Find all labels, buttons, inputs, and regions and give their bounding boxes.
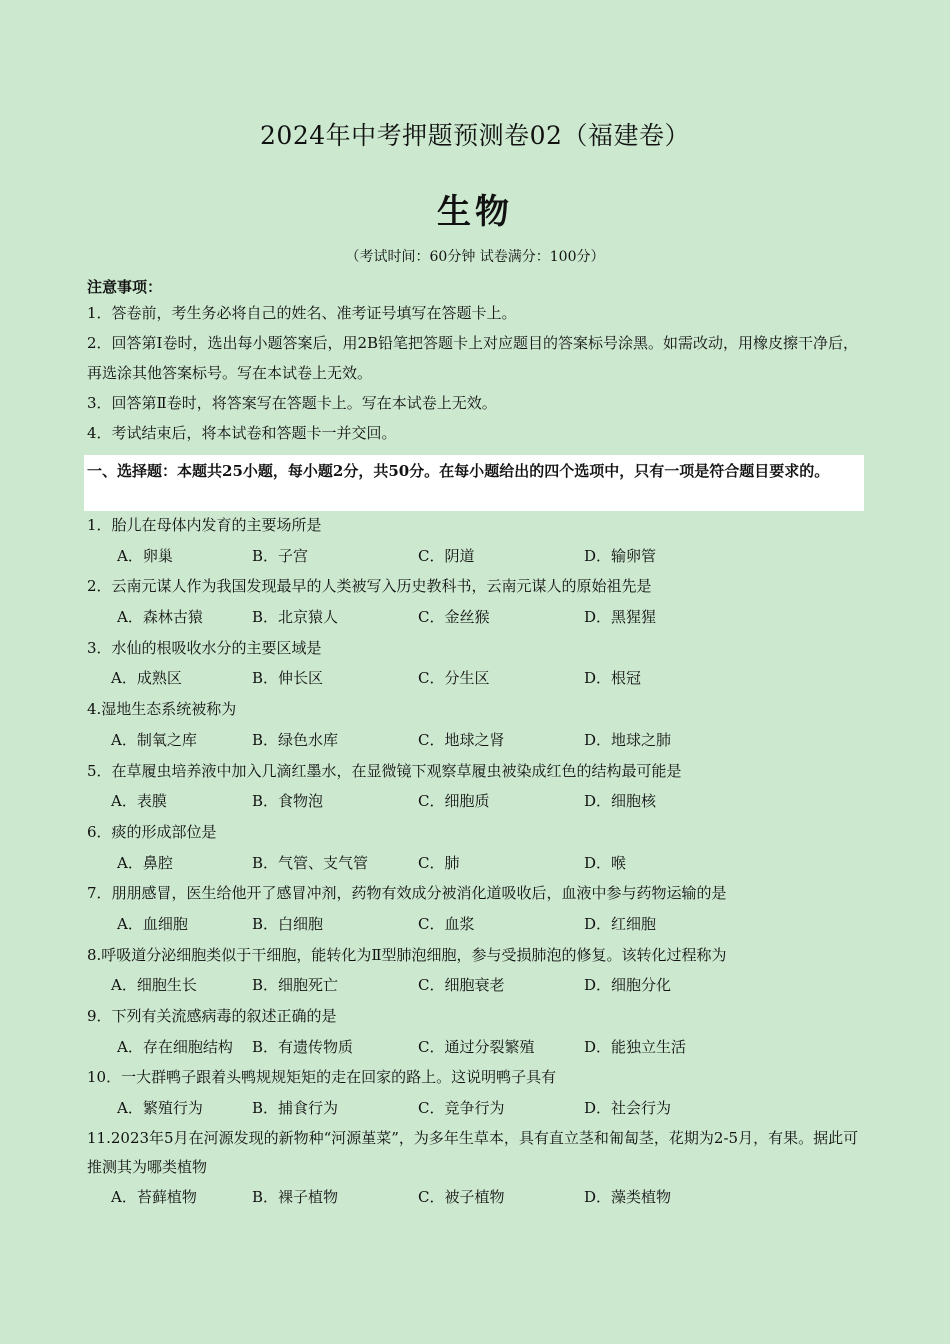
option-d: D．根冠 xyxy=(584,669,642,688)
option-c: C．被子植物 xyxy=(418,1187,505,1206)
option-c: C．细胞质 xyxy=(418,792,490,811)
option-a: A．苔藓植物 xyxy=(111,1187,197,1206)
exam-info: （考试时间：60分钟 试卷满分：100分） xyxy=(345,249,605,265)
question-item xyxy=(87,756,867,817)
option-b: B．有遗传物质 xyxy=(252,1037,354,1056)
question-item xyxy=(87,817,867,878)
option-row xyxy=(87,909,867,940)
option-a: A．血细胞 xyxy=(117,914,188,933)
question-stem: 1．胎儿在母体内发育的主要场所是 xyxy=(87,516,322,534)
option-d: D．喉 xyxy=(584,853,627,872)
option-a: A．卵巢 xyxy=(117,546,173,565)
option-row xyxy=(87,786,867,817)
option-row xyxy=(87,848,867,879)
note-item: 4．考试结束后，将本试卷和答题卡一并交回。 xyxy=(87,424,397,442)
question-item xyxy=(87,940,867,1001)
option-d: D．社会行为 xyxy=(584,1099,672,1118)
option-c: C．阴道 xyxy=(418,546,475,565)
question-item xyxy=(87,633,867,694)
option-b: B．裸子植物 xyxy=(252,1187,339,1206)
option-d: D．能独立生活 xyxy=(584,1037,687,1056)
option-a: A．存在细胞结构 xyxy=(117,1037,233,1056)
option-a: A．鼻腔 xyxy=(117,853,173,872)
option-b: B．伸长区 xyxy=(252,669,324,688)
option-row xyxy=(87,1093,867,1124)
question-stem: 4.湿地生态系统被称为 xyxy=(87,700,237,719)
option-row xyxy=(87,1032,867,1063)
option-a: A．繁殖行为 xyxy=(117,1099,203,1118)
option-d: D．输卵管 xyxy=(584,546,657,565)
option-a: A．细胞生长 xyxy=(111,976,197,995)
question-list xyxy=(87,510,867,1212)
option-b: B．食物泡 xyxy=(252,792,324,811)
note-item: 2．回答第Ⅰ卷时，选出每小题答案后，用2B铅笔把答题卡上对应题目的答案标号涂黑。如需改动，用橡皮擦干净后，再选涂其他答案标号。写在本试卷上无效。 xyxy=(87,334,859,382)
option-row xyxy=(87,725,867,756)
option-b: B．绿色水库 xyxy=(252,730,339,749)
option-d: D．细胞核 xyxy=(584,792,657,811)
option-a: A．表膜 xyxy=(111,792,167,811)
option-b: B．捕食行为 xyxy=(252,1099,339,1118)
question-stem: 8.呼吸道分泌细胞类似于干细胞，能转化为Ⅱ型肺泡细胞，参与受损肺泡的修复。该转化过程称为 xyxy=(87,945,727,964)
option-b: B．气管、支气管 xyxy=(252,853,369,872)
exam-title: 2024年中考押题预测卷02（福建卷） xyxy=(260,121,690,150)
question-item xyxy=(87,878,867,939)
question-item xyxy=(87,1124,867,1213)
option-c: C．细胞衰老 xyxy=(418,976,505,995)
option-row xyxy=(87,1182,867,1213)
option-c: C．金丝猴 xyxy=(418,608,490,627)
section-heading: 一、选择题：本题共25小题，每小题2分，共50分。在每小题给出的四个选项中，只有一项是符合题目要求的。 xyxy=(84,455,864,511)
option-b: B．北京猿人 xyxy=(252,608,339,627)
question-stem: 11.2023年5月在河源发现的新物种“河源堇菜”，为多年生草本，具有直立茎和匍匐茎，花期为2-5月，有果。据此可推测其为哪类植物 xyxy=(87,1128,859,1176)
notes-title: 注意事项： xyxy=(87,278,163,296)
question-stem: 3．水仙的根吸收水分的主要区域是 xyxy=(87,638,322,657)
note-item: 1．答卷前，考生务必将自己的姓名、准考证号填写在答题卡上。 xyxy=(87,304,517,322)
option-d: D．黑猩猩 xyxy=(584,608,657,627)
question-item xyxy=(87,694,867,755)
option-c: C．通过分裂繁殖 xyxy=(418,1037,535,1056)
option-b: B．细胞死亡 xyxy=(252,976,339,995)
question-stem: 6．痰的形成部位是 xyxy=(87,822,217,841)
option-row xyxy=(87,602,867,633)
option-c: C．分生区 xyxy=(418,669,490,688)
notes-block xyxy=(87,276,867,448)
option-row xyxy=(87,541,867,572)
option-a: A．森林古猿 xyxy=(117,608,203,627)
question-stem: 2．云南元谋人作为我国发现最早的人类被写入历史教科书，云南元谋人的原始祖先是 xyxy=(87,577,652,596)
question-item xyxy=(87,1062,867,1123)
option-row xyxy=(87,663,867,694)
option-a: A．成熟区 xyxy=(111,669,182,688)
option-d: D．红细胞 xyxy=(584,914,657,933)
option-c: C．地球之肾 xyxy=(418,730,505,749)
note-item: 3．回答第Ⅱ卷时，将答案写在答题卡上。写在本试卷上无效。 xyxy=(87,394,497,412)
option-row xyxy=(87,970,867,1001)
option-c: C．竞争行为 xyxy=(418,1099,505,1118)
subject-title: 生物 xyxy=(437,192,513,232)
question-stem: 5．在草履虫培养液中加入几滴红墨水，在显微镜下观察草履虫被染成红色的结构最可能是 xyxy=(87,761,682,780)
question-item xyxy=(87,510,867,571)
option-b: B．子宫 xyxy=(252,546,309,565)
option-c: C．肺 xyxy=(418,853,460,872)
option-b: B．白细胞 xyxy=(252,914,324,933)
question-item xyxy=(87,571,867,632)
option-c: C．血浆 xyxy=(418,914,475,933)
option-d: D．地球之肺 xyxy=(584,730,672,749)
question-item xyxy=(87,1001,867,1062)
question-stem: 10．一大群鸭子跟着头鸭规规矩矩的走在回家的路上。这说明鸭子具有 xyxy=(87,1068,557,1087)
option-d: D．藻类植物 xyxy=(584,1187,672,1206)
option-d: D．细胞分化 xyxy=(584,976,672,995)
option-a: A．制氧之库 xyxy=(111,730,197,749)
question-stem: 9．下列有关流感病毒的叙述正确的是 xyxy=(87,1007,337,1025)
question-stem: 7．朋朋感冒，医生给他开了感冒冲剂，药物有效成分被消化道吸收后，血液中参与药物运输的是 xyxy=(87,884,727,903)
